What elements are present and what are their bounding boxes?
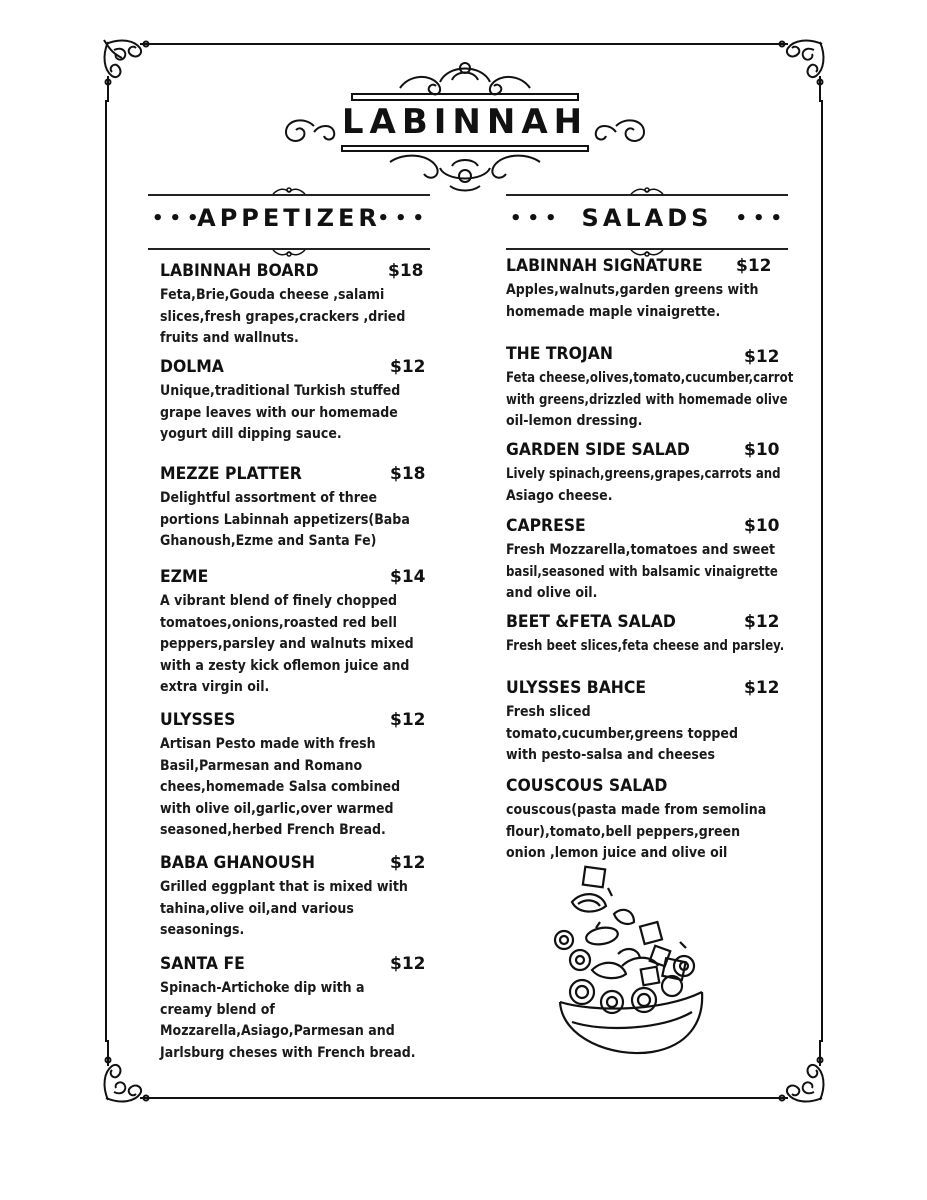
corner-flourish-icon — [758, 36, 828, 106]
description-line: Apples,walnuts,garden greens with — [506, 282, 759, 298]
corner-flourish-icon — [100, 36, 170, 106]
frame-border-top — [164, 43, 764, 45]
item-description — [160, 734, 427, 842]
description-line: oil-lemon dressing. — [506, 413, 643, 429]
item-price: $14 — [390, 567, 426, 587]
item-description — [506, 800, 795, 865]
description-line: slices,fresh grapes,crackers ,dried — [160, 308, 406, 325]
description-line: couscous(pasta made from semolina — [506, 802, 767, 818]
item-description — [506, 636, 837, 658]
description-line: yogurt dill dipping sauce. — [160, 426, 342, 442]
dots-decoration: ••• — [735, 208, 788, 229]
item-name: ULYSSES BAHCE — [506, 678, 647, 698]
item-name: ULYSSES — [160, 710, 236, 730]
appetizer-heading: APPETIZER — [197, 204, 381, 232]
item-name: BABA GHANOUSH — [160, 853, 315, 873]
description-line: tomato,cucumber,greens topped — [506, 725, 738, 742]
item-price: $12 — [744, 678, 780, 698]
description-line: Fresh sliced — [506, 704, 591, 720]
frame-border-bottom — [164, 1097, 764, 1099]
item-description — [160, 381, 427, 446]
salad-bowl-icon — [552, 862, 712, 1062]
description-line: Delightful assortment of three — [160, 490, 378, 506]
description-line: peppers,parsley and walnuts mixed — [160, 636, 414, 652]
item-description — [160, 488, 438, 553]
description-line: Unique,traditional Turkish stuffed — [160, 383, 401, 399]
item-price: $10 — [744, 516, 780, 536]
salads-heading: SALADS — [581, 204, 713, 232]
description-line: Grilled eggplant that is mixed with — [160, 879, 408, 895]
item-name: MEZZE PLATTER — [160, 464, 302, 484]
item-name: LABINNAH SIGNATURE — [506, 256, 703, 276]
divider-ornament-icon — [271, 248, 307, 258]
salads-section-header — [506, 190, 788, 260]
frame-border-left — [105, 100, 107, 1042]
item-price: $12 — [390, 853, 426, 873]
item-price: $18 — [390, 464, 426, 484]
description-line: tahina,olive oil,and various — [160, 900, 354, 917]
item-name: THE TROJAN — [506, 344, 613, 364]
description-line: seasoned,herbed French Bread. — [160, 822, 386, 838]
description-line: onion ,lemon juice and olive oil — [506, 845, 728, 861]
item-price: $10 — [744, 440, 780, 460]
dots-decoration: ••• — [377, 208, 430, 229]
description-line: grape leaves with our homemade — [160, 404, 398, 421]
item-price: $12 — [390, 357, 426, 377]
description-line: homemade maple vinaigrette. — [506, 303, 721, 320]
item-description — [506, 368, 848, 433]
item-description — [160, 978, 444, 1064]
description-line: A vibrant blend of finely chopped — [160, 593, 398, 609]
item-price: $12 — [744, 347, 780, 367]
item-description — [506, 702, 764, 767]
restaurant-name: LABINNAH — [341, 102, 589, 142]
item-name: SANTA FE — [160, 954, 245, 974]
item-name: COUSCOUS SALAD — [506, 776, 668, 796]
divider-ornament-icon — [271, 186, 307, 196]
item-description — [506, 540, 830, 605]
description-line: Mozzarella,Asiago,Parmesan and — [160, 1023, 395, 1039]
description-line: Ghanoush,Ezme and Santa Fe) — [160, 533, 377, 549]
description-line: with olive oil,garlic,over warmed — [160, 800, 394, 817]
item-price: $12 — [390, 954, 426, 974]
item-price: $12 — [390, 710, 426, 730]
description-line: Fresh beet slices,feta cheese and parsley. — [506, 638, 785, 654]
item-description — [160, 877, 435, 942]
description-line: Feta,Brie,Gouda cheese ,salami — [160, 287, 385, 303]
description-line: Fresh Mozzarella,tomatoes and sweet — [506, 542, 776, 558]
item-name: BEET &FETA SALAD — [506, 612, 676, 632]
restaurant-logo — [270, 54, 660, 194]
description-line: chees,homemade Salsa combined — [160, 779, 401, 795]
item-name: LABINNAH BOARD — [160, 261, 319, 281]
item-name: DOLMA — [160, 357, 224, 377]
description-line: Lively spinach,greens,grapes,carrots and — [506, 466, 781, 482]
description-line: portions Labinnah appetizers(Baba — [160, 511, 410, 528]
item-description — [506, 464, 833, 507]
item-name: GARDEN SIDE SALAD — [506, 440, 690, 460]
divider-ornament-icon — [629, 186, 665, 196]
item-description — [506, 280, 787, 323]
description-line: tomatoes,onions,roasted red bell — [160, 614, 397, 631]
description-line: Artisan Pesto made with fresh — [160, 736, 376, 752]
appetizer-section-header — [148, 190, 430, 260]
item-name: EZME — [160, 567, 209, 587]
description-line: with greens,drizzled with homemade olive — [506, 391, 788, 408]
description-line: Jarlsburg cheses with French bread. — [160, 1044, 416, 1061]
description-line: fruits and wallnuts. — [160, 330, 299, 346]
description-line: and olive oil. — [506, 585, 598, 601]
description-line: extra virgin oil. — [160, 679, 270, 695]
description-line: Spinach-Artichoke dip with a — [160, 980, 365, 996]
corner-flourish-icon — [758, 1036, 828, 1106]
description-line: with pesto-salsa and cheeses — [506, 747, 715, 763]
item-description — [160, 285, 433, 350]
item-price: $18 — [388, 261, 424, 281]
item-description — [160, 591, 442, 699]
description-line: Asiago cheese. — [506, 487, 613, 504]
description-line: with a zesty kick oflemon juice and — [160, 657, 410, 674]
item-price: $12 — [744, 612, 780, 632]
item-price: $12 — [736, 256, 772, 276]
description-line: flour),tomato,bell peppers,green — [506, 823, 741, 840]
dots-decoration: ••• — [510, 208, 563, 229]
description-line: seasonings. — [160, 922, 245, 938]
description-line: creamy blend of — [160, 1001, 275, 1018]
description-line: basil,seasoned with balsamic vinaigrette — [506, 563, 778, 580]
dots-decoration: ••• — [152, 208, 205, 229]
description-line: Basil,Parmesan and Romano — [160, 757, 363, 774]
item-name: CAPRESE — [506, 516, 586, 536]
description-line: Feta cheese,olives,tomato,cucumber,carrot — [506, 370, 794, 386]
